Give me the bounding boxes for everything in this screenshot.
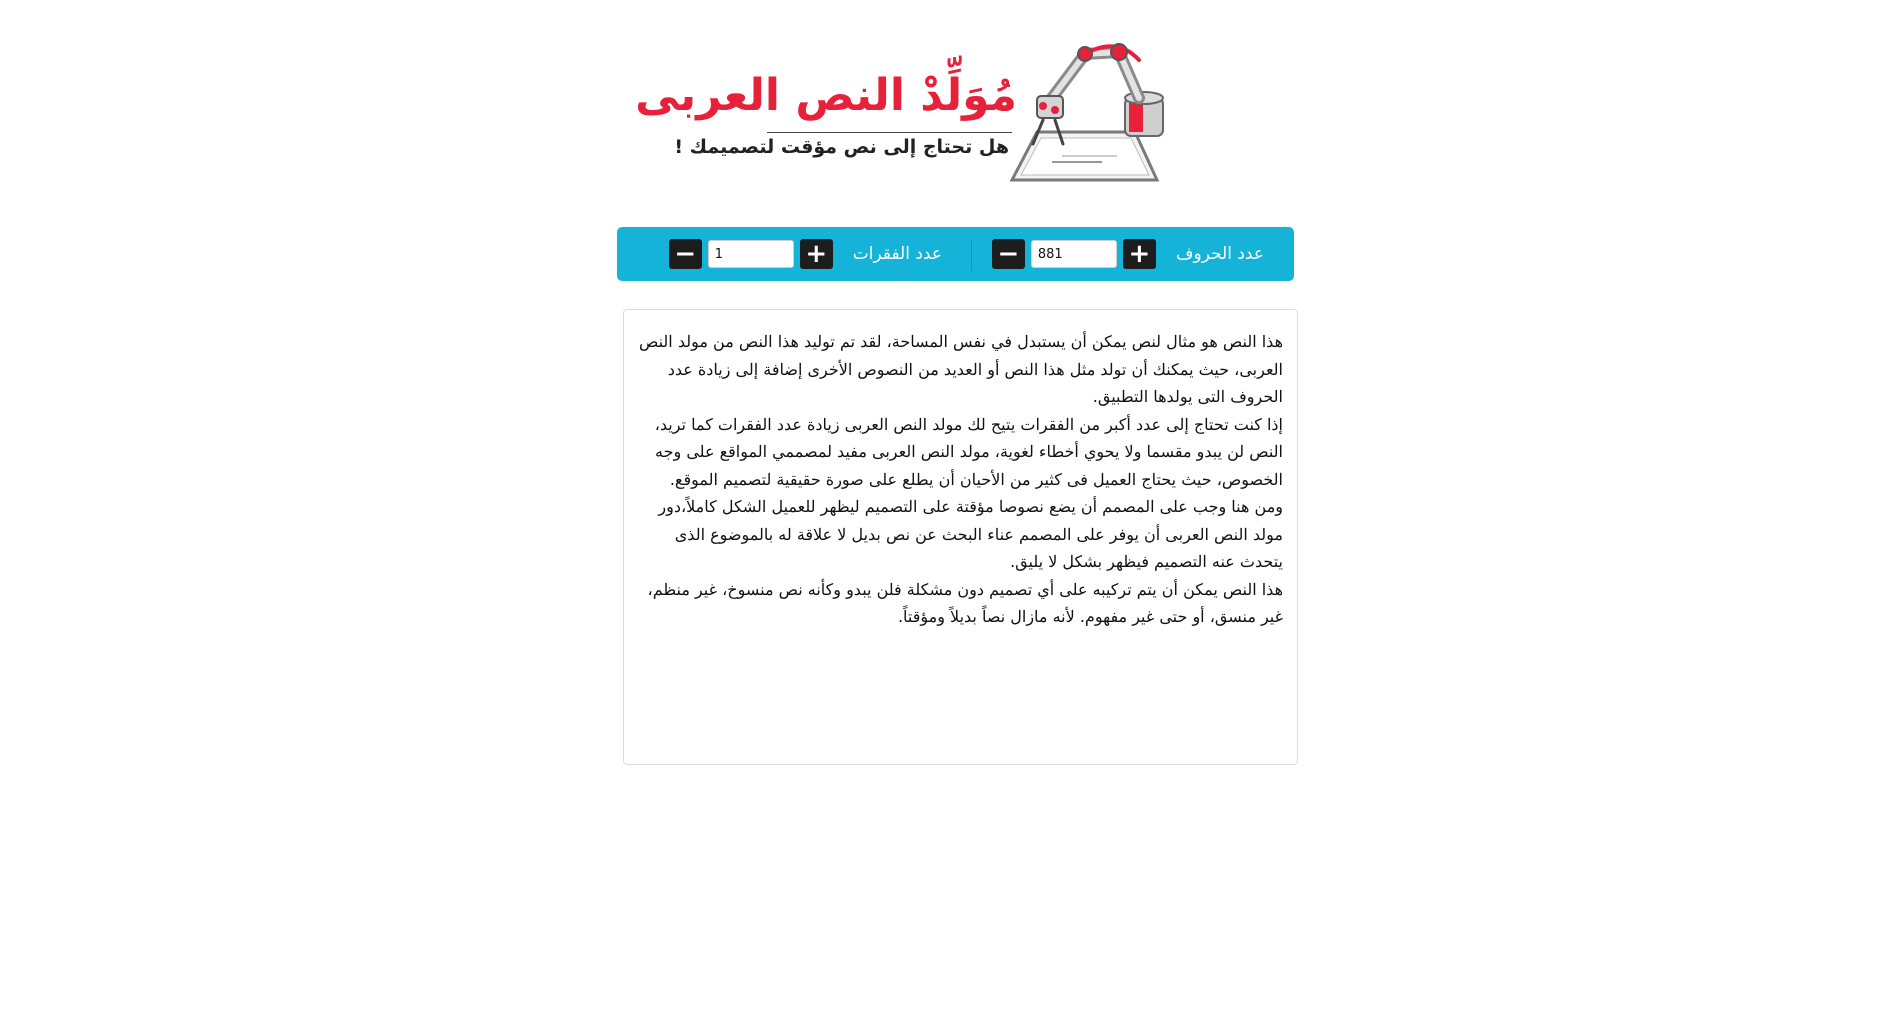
paragraphs-control <box>669 227 942 281</box>
robot-arm-icon <box>1007 40 1177 185</box>
site-logo[interactable] <box>635 40 1177 185</box>
characters-label: عدد الحروف <box>1175 244 1264 264</box>
paragraphs-decrement-button[interactable]: − <box>669 239 702 269</box>
generated-paragraph: هذا النص هو مثال لنص يمكن أن يستبدل في نفس المساحة، لقد تم توليد هذا النص من مولد النص العربى، حيث يمكنك أن تولد مثل هذا النص أو العديد من النصوص الأخرى إضافة إلى زيادة عدد الحروف التى يولدها التطبيق. <box>638 332 1283 406</box>
generated-text-output[interactable] <box>623 309 1298 765</box>
characters-count-input[interactable] <box>1031 240 1117 268</box>
characters-control <box>992 227 1264 281</box>
generator-controls <box>617 227 1294 281</box>
generated-paragraph: إذا كنت تحتاج إلى عدد أكبر من الفقرات يتيح لك مولد النص العربى زيادة عدد الفقرات كما تريد، النص لن يبدو مقسما ولا يحوي أخطاء لغوية، مولد النص العربى مفيد لمصممي المواقع على وجه الخصوص، حيث يحتاج العميل فى كثير من الأحيان أن يطلع على صورة حقيقية لتصميم الموقع. <box>654 414 1283 489</box>
site-tagline: هل تحتاج إلى نص مؤقت لتصميمك ! <box>674 136 1009 158</box>
generated-paragraph: هذا النص يمكن أن يتم تركيبه على أي تصميم دون مشكلة فلن يبدو وكأنه نص منسوخ، غير منظم، غير منسق، أو حتى غير مفهوم. لأنه مازال نصاً بديلاً ومؤقتاً. <box>647 579 1283 626</box>
controls-divider <box>971 239 972 271</box>
paragraphs-label: عدد الفقرات <box>852 244 942 264</box>
paragraphs-increment-button[interactable]: + <box>800 239 833 269</box>
site-title: مُوَلِّدْ النص العربى <box>635 70 1017 121</box>
logo-divider <box>767 132 1012 133</box>
generated-paragraph: ومن هنا وجب على المصمم أن يضع نصوصا مؤقتة على التصميم ليظهر للعميل الشكل كاملاً،دور مولد النص العربى أن يوفر على المصمم عناء البحث عن نص بديل لا علاقة له بالموضوع الذى يتحدث عنه التصميم فيظهر بشكل لا يليق. <box>658 497 1283 571</box>
characters-decrement-button[interactable]: − <box>992 239 1025 269</box>
paragraphs-count-input[interactable] <box>708 240 794 268</box>
characters-increment-button[interactable]: + <box>1123 239 1156 269</box>
